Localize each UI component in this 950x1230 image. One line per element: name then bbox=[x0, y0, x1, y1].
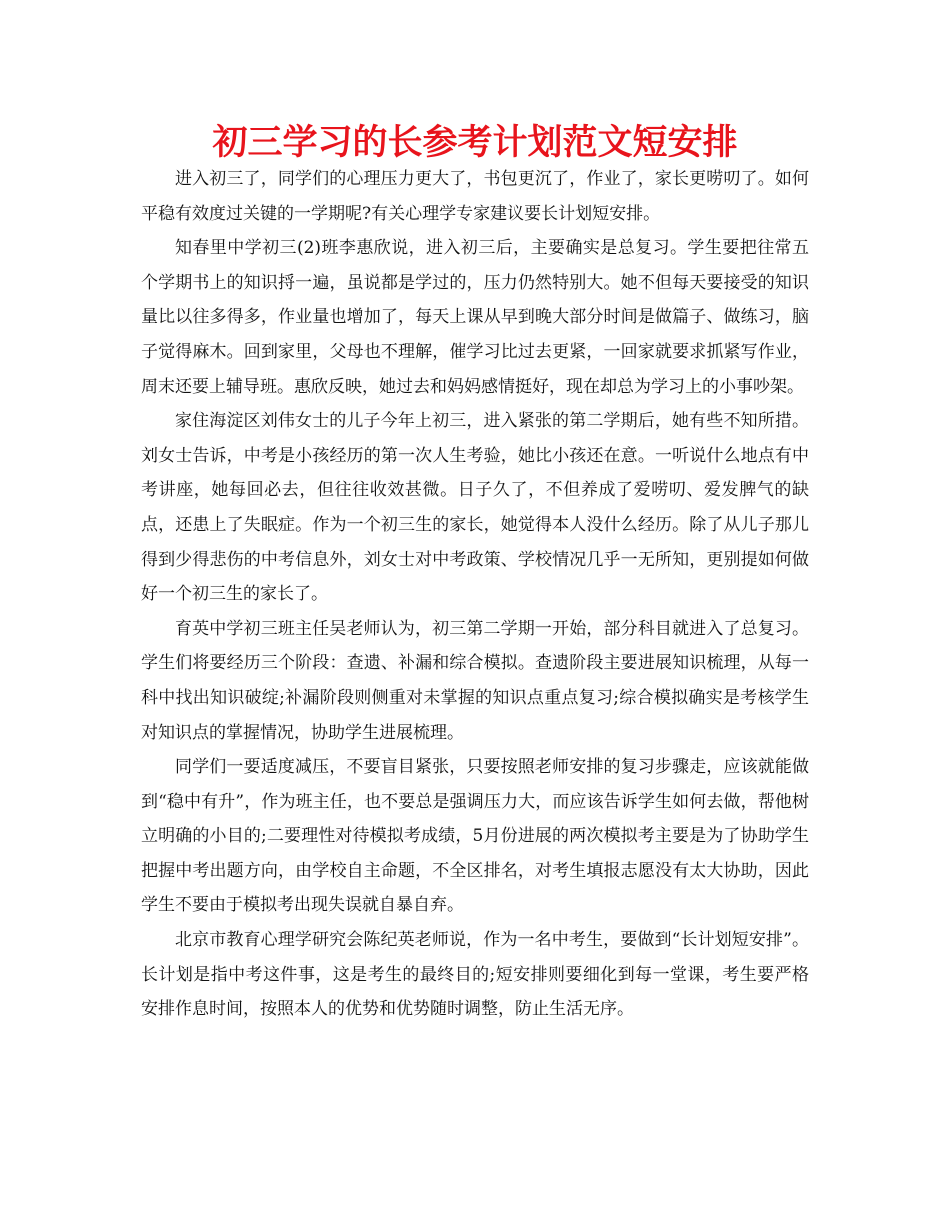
document-title: 初三学习的长参考计划范文短安排 bbox=[212, 123, 738, 163]
paragraph-advice: 同学们一要适度减压，不要盲目紧张，只要按照老师安排的复习步骤走，应该就能做到“稳中有升”，作为班主任，也不要总是强调压力大，而应该告诉学生如何去做，帮他树立明确的小目的;二要理性对待模拟考成绩，5月份进展的两次模拟考主要是为了协助学生把握中考出题方向，由学校自主命题，不全区排名，对考生填报志愿没有太大协助，因此学生不要由于模拟考出现失误就自暴自弃。 bbox=[141, 757, 809, 916]
paragraph-parent-account: 家住海淀区刘伟女士的儿子今年上初三，进入紧张的第二学期后，她有些不知所措。刘女士告诉，中考是小孩经历的第一次人生考验，她比小孩还在意。一听说什么地点有中考讲座，她每回必去，但往往收效甚微。日子久了，不但养成了爱唠叨、爱发脾气的缺点，还患上了失眠症。作为一个初三生的家长，她觉得本人没什么经历。除了从儿子那儿得到少得悲伤的中考信息外，刘女士对中考政策、学校情况几乎一无所知，更别提如何做好一个初三生的家长了。 bbox=[141, 411, 809, 605]
paragraph-teacher-view: 育英中学初三班主任吴老师认为，初三第二学期一开始，部分科目就进入了总复习。学生们将要经历三个阶段：查遗、补漏和综合模拟。查遗阶段主要进展知识梳理，从每一科中找出知识破绽;补漏阶段则侧重对未掌握的知识点重点复习;综合模拟确实是考核学生对知识点的掌握情况，协助学生进展梳理。 bbox=[141, 618, 809, 743]
paragraph-student-account: 知春里中学初三(2)班李惠欣说，进入初三后，主要确实是总复习。学生要把往常五个学期书上的知识捋一遍，虽说都是学过的，压力仍然特别大。她不但每天要接受的知识量比以往多得多，作业量也增加了，每天上课从早到晚大部分时间是做篇子、做练习，脑子觉得麻木。回到家里，父母也不理解，催学习比过去更紧，一回家就要求抓紧写作业，周末还要上辅导班。惠欣反映，她过去和妈妈感情挺好，现在却总为学习上的小事吵架。 bbox=[141, 238, 809, 397]
document-body bbox=[141, 162, 809, 1027]
paragraph-intro: 进入初三了，同学们的心理压力更大了，书包更沉了，作业了，家长更唠叨了。如何平稳有效度过关键的一学期呢?有关心理学专家建议要长计划短安排。 bbox=[141, 169, 809, 224]
paragraph-expert-view: 北京市教育心理学研究会陈纪英老师说，作为一名中考生，要做到“长计划短安排”。长计划是指中考这件事，这是考生的最终目的;短安排则要细化到每一堂课，考生要严格安排作息时间，按照本人的优势和优势随时调整，防止生活无序。 bbox=[141, 930, 809, 1020]
